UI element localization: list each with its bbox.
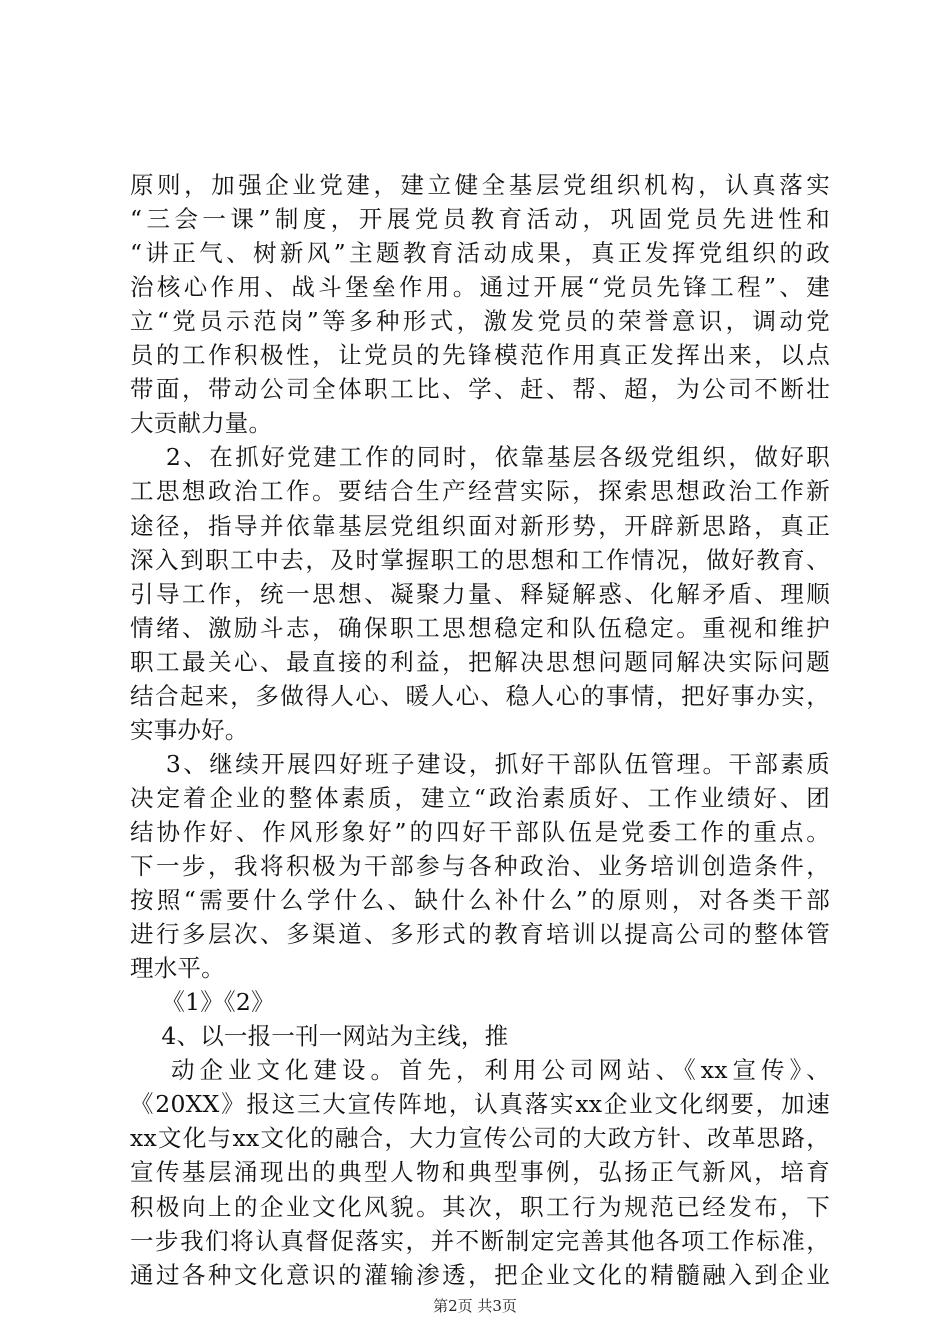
text-line: 按照“需要什么学什么、缺什么补什么”的原则，对各类干部 <box>130 886 830 915</box>
text-line: 途径，指导并依靠基层党组织面对新形势，开辟新思路，真正 <box>130 511 830 540</box>
text-line: 下一步，我将积极为干部参与各种政治、业务培训创造条件， <box>130 852 830 880</box>
text-line: 2、在抓好党建工作的同时，依靠基层各级党组织，做好职 <box>130 443 830 472</box>
text-line: 积极向上的企业文化风貌。其次，职工行为规范已经发布，下 <box>130 1192 830 1221</box>
text-line: 理水平。 <box>130 954 225 983</box>
text-line: 实事办好。 <box>130 715 249 744</box>
text-line: 一步我们将认真督促落实，并不断制定完善其他各项工作标准， <box>130 1226 830 1255</box>
text-line: 员的工作积极性，让党员的先锋模范作用真正发挥出来，以点 <box>130 341 830 370</box>
text-line: 带面，带动公司全体职工比、学、赶、帮、超，为公司不断壮 <box>130 375 830 404</box>
text-line: 动企业文化建设。首先，利用公司网站、《xx宣传》、 <box>130 1056 830 1085</box>
text-line: “讲正气、树新风”主题教育活动成果，真正发挥党组织的政 <box>130 239 830 268</box>
text-line: 决定着企业的整体素质，建立“政治素质好、工作业绩好、团 <box>130 783 830 812</box>
text-line: 原则，加强企业党建，建立健全基层党组织机构，认真落实 <box>130 171 830 199</box>
text-line: 4、以一报一刊一网站为主线，推 <box>130 1022 509 1051</box>
text-line: 情绪、激励斗志，确保职工思想稳定和队伍稳定。重视和维护 <box>130 613 830 642</box>
text-line: 进行多层次、多渠道、多形式的教育培训以提高公司的整体管 <box>130 920 830 949</box>
page-footer: 第2页 共3页 <box>433 1297 517 1315</box>
text-line: 深入到职工中去，及时掌握职工的思想和工作情况，做好教育、 <box>130 545 830 574</box>
text-line: 《20XX》报这三大宣传阵地，认真落实xx企业文化纲要，加速 <box>130 1090 830 1119</box>
text-line: 立“党员示范岗”等多种形式，激发党员的荣誉意识，调动党 <box>130 307 830 336</box>
text-line: 治核心作用、战斗堡垒作用。通过开展“党员先锋工程”、建 <box>130 273 830 302</box>
text-line: 通过各种文化意识的灌输渗透，把企业文化的精髓融入到企业 <box>130 1260 830 1289</box>
text-line: xx文化与xx文化的融合，大力宣传公司的大政方针、改革思路， <box>130 1124 830 1153</box>
text-line: 工思想政治工作。要结合生产经营实际，探索思想政治工作新 <box>130 477 830 506</box>
text-line: 大贡献力量。 <box>130 409 273 438</box>
text-line: “三会一课”制度，开展党员教育活动，巩固党员先进性和 <box>130 205 830 234</box>
text-line: 结协作好、作风形象好”的四好干部队伍是党委工作的重点。 <box>130 817 830 846</box>
text-line: 结合起来，多做得人心、暖人心、稳人心的事情，把好事办实， <box>130 681 830 710</box>
text-line: 《1》《2》 <box>130 988 275 1017</box>
text-line: 宣传基层涌现出的典型人物和典型事例，弘扬正气新风，培育 <box>130 1158 830 1187</box>
text-line: 职工最关心、最直接的利益，把解决思想问题同解决实际问题 <box>130 647 830 676</box>
text-line: 3、继续开展四好班子建设，抓好干部队伍管理。干部素质 <box>130 749 830 778</box>
text-line: 引导工作，统一思想、凝聚力量、释疑解惑、化解矛盾、理顺 <box>130 579 830 608</box>
